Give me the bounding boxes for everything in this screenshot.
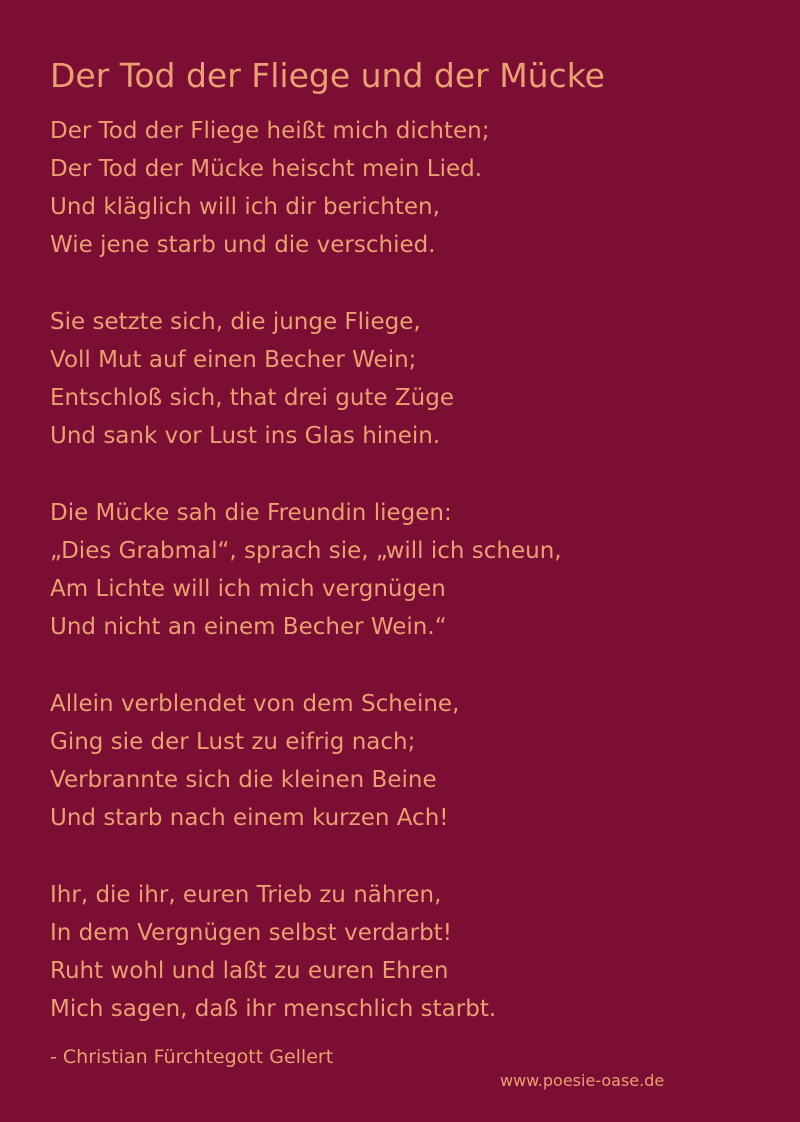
poem-line: Ruht wohl und laßt zu euren Ehren [50,958,449,984]
poem-line: Allein verblendet von dem Scheine, [50,691,460,717]
poem-line: Der Tod der Fliege heißt mich dichten; [50,118,490,144]
poem-line: Und starb nach einem kurzen Ach! [50,805,449,831]
poem-title: Der Tod der Fliege und der Mücke [50,56,605,95]
poem-line: Mich sagen, daß ihr menschlich starbt. [50,996,497,1022]
stanza-4 [50,685,750,837]
poem-line: Und nicht an einem Becher Wein.“ [50,614,447,640]
stanza-2 [50,303,750,455]
poem-line: Verbrannte sich die kleinen Beine [50,767,437,793]
poem-line: Und kläglich will ich dir berichten, [50,194,440,220]
stanza-5 [50,876,750,1028]
stanza-3 [50,494,750,646]
poem-line: Ging sie der Lust zu eifrig nach; [50,729,416,755]
poem-line: In dem Vergnügen selbst verdarbt! [50,920,452,946]
poem-line: Wie jene starb und die verschied. [50,232,436,258]
poem-line: Ihr, die ihr, euren Trieb zu nähren, [50,882,442,908]
poem-line: Voll Mut auf einen Becher Wein; [50,347,417,373]
poem-author: - Christian Fürchtegott Gellert [50,1046,334,1068]
poem-line: „Dies Grabmal“, sprach sie, „will ich scheun, [50,538,562,564]
poem-line: Entschloß sich, that drei gute Züge [50,385,454,411]
poem-body [50,112,750,1067]
poem-line: Am Lichte will ich mich vergnügen [50,576,446,602]
poem-line: Die Mücke sah die Freundin liegen: [50,500,452,526]
poem-line: Und sank vor Lust ins Glas hinein. [50,423,441,449]
poem-line: Sie setzte sich, die junge Fliege, [50,309,421,335]
website-url: www.poesie-oase.de [500,1071,665,1090]
poem-line: Der Tod der Mücke heischt mein Lied. [50,156,483,182]
stanza-1 [50,112,750,264]
